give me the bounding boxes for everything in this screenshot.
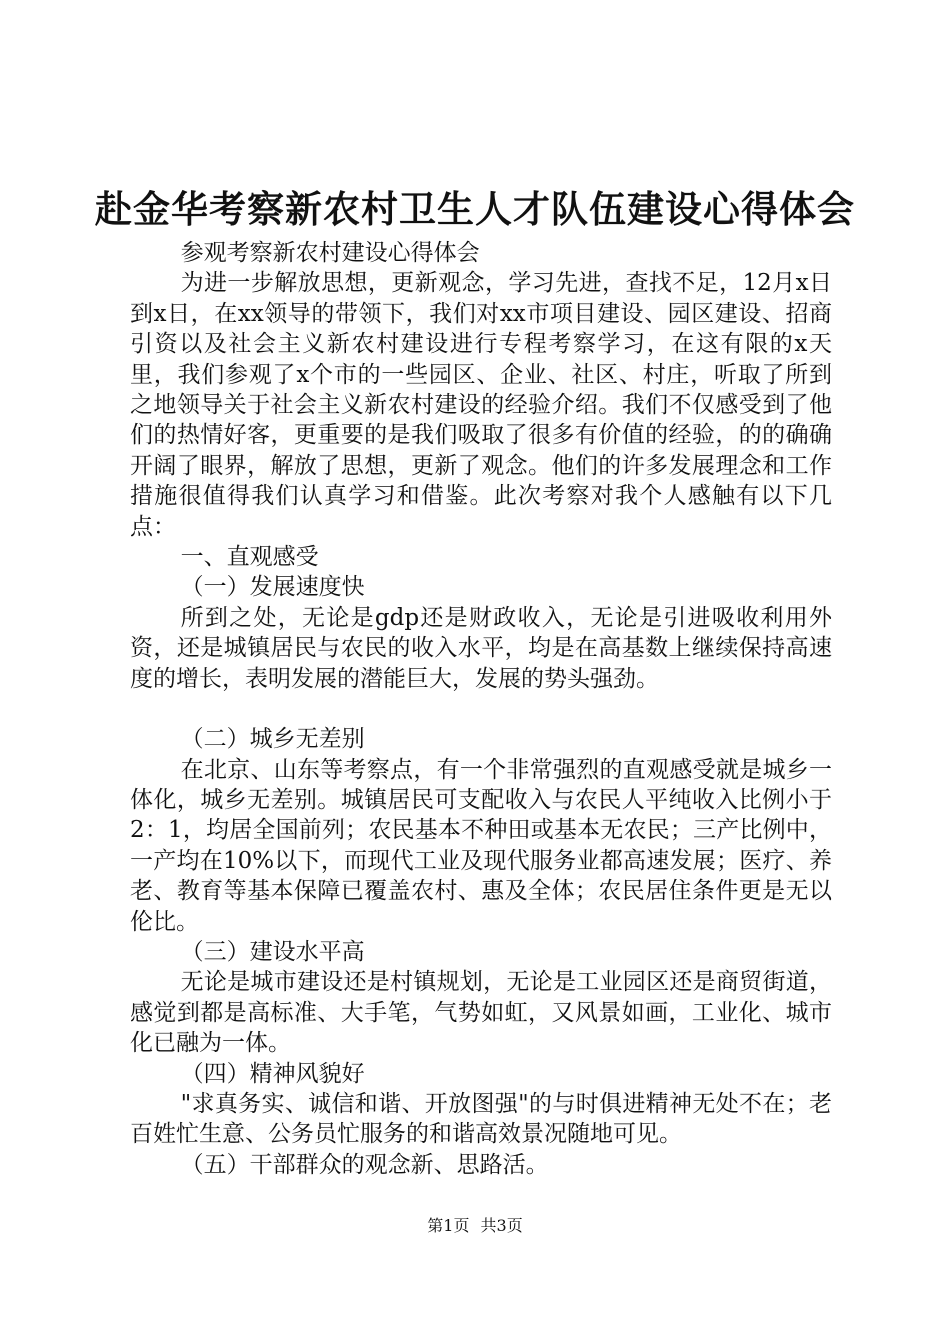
subsection-heading: （五）干部群众的观念新、思路活。 xyxy=(180,1151,549,1178)
body-paragraph: 无论是城市建设还是村镇规划，无论是工业园区还是商贸街道，感觉到都是高标准、大手笔，气势如虹，又风景如画，工业化、城市化已融为一体。 xyxy=(130,969,832,1057)
document-title: 赴金华考察新农村卫生人才队伍建设心得体会 xyxy=(95,188,855,231)
subsection-heading: （三）建设水平高 xyxy=(180,938,365,965)
body-paragraph: 在北京、山东等考察点，有一个非常强烈的直观感受就是城乡一体化，城乡无差别。城镇居民可支配收入与农民人平纯收入比例小于2：1，均居全国前列；农民基本不种田或基本无农民；三产比例中，一产均在10%以下，而现代工业及现代服务业都高速发展；医疗、养老、教育等基本保障已覆盖农村、惠及全体；农民居住条件更是无以伦比。 xyxy=(130,756,832,935)
page-total: 共3页 xyxy=(480,1216,523,1235)
page-footer xyxy=(0,1215,950,1237)
document-body xyxy=(130,238,832,1180)
page-number: 第1页 xyxy=(427,1216,470,1235)
subsection-heading: （二）城乡无差别 xyxy=(180,726,365,753)
paragraph-spacer xyxy=(130,694,832,724)
subsection-heading: （四）精神风貌好 xyxy=(180,1060,365,1087)
section-heading: 一、直观感受 xyxy=(180,544,319,571)
subsection-heading: （一）发展速度快 xyxy=(180,574,365,601)
body-paragraph: "求真务实、诚信和谐、开放图强"的与时俱进精神无处不在；老百姓忙生意、公务员忙服务的和谐高效景况随地可见。 xyxy=(130,1090,832,1148)
intro-paragraph: 为进一步解放思想，更新观念，学习先进，查找不足，12月x日到x日，在xx领导的带领下，我们对xx市项目建设、园区建设、招商引资以及社会主义新农村建设进行专程考察学习，在这有限的x天里，我们参观了x个市的一些园区、企业、社区、村庄，听取了所到之地领导关于社会主义新农村建设的经验介绍。我们不仅感受到了他们的热情好客，更重要的是我们吸取了很多有价值的经验，的的确确开阔了眼界，解放了思想，更新了观念。他们的许多发展理念和工作措施很值得我们认真学习和借鉴。此次考察对我个人感触有以下几点： xyxy=(130,270,832,540)
body-paragraph: 所到之处，无论是gdp还是财政收入，无论是引进吸收利用外资，还是城镇居民与农民的收入水平，均是在高基数上继续保持高速度的增长，表明发展的潜能巨大，发展的势头强劲。 xyxy=(130,604,832,692)
subtitle-paragraph: 参观考察新农村建设心得体会 xyxy=(180,240,480,266)
